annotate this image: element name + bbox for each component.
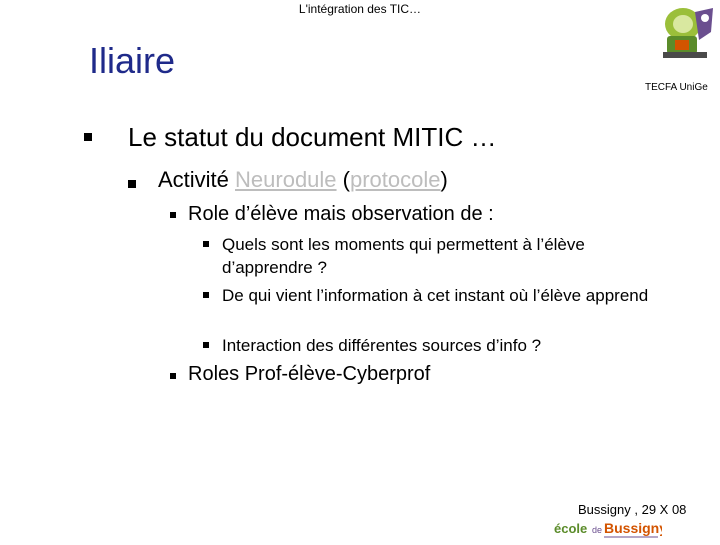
l2-mid: (	[336, 167, 350, 192]
l1-bullet-text: Le statut du document MITIC …	[128, 122, 497, 152]
ecole-bussigny-logo-icon	[552, 516, 662, 540]
bullet-icon	[203, 292, 209, 298]
neurodule-link[interactable]: Neurodule	[235, 167, 337, 192]
bullet-icon	[203, 342, 209, 348]
bullet-icon	[128, 180, 136, 188]
bullet-icon	[170, 212, 176, 218]
protocole-link[interactable]: protocole	[350, 167, 441, 192]
l4-bullet-text: Quels sont les moments qui permettent à l’élève d’apprendre ?	[222, 235, 585, 277]
header-note: L'intégration des TIC…	[298, 2, 422, 16]
l2-prefix: Activité	[158, 167, 236, 192]
bullet-icon	[84, 133, 92, 141]
bullet-icon	[203, 241, 209, 247]
footer-text: Bussigny , 29 X 08	[578, 502, 687, 517]
l4-bullet-text: Interaction des différentes sources d’info ?	[222, 336, 542, 355]
org-label: TECFA UniGe	[645, 82, 708, 93]
slide-title: Iliaire	[89, 40, 176, 81]
tecfa-mascot-logo-icon	[655, 2, 717, 62]
l2-suffix: )	[440, 167, 448, 192]
l3-bullet-text: Role d’élève mais observation de :	[188, 203, 494, 225]
l4-bullet-text: De qui vient l’information à cet instant où l’élève apprend	[222, 286, 649, 305]
svg-text:école: école	[554, 521, 588, 536]
bullet-icon	[170, 373, 176, 379]
l3-bullet-text: Roles Prof-élève-Cyberprof	[188, 363, 431, 385]
svg-text:Bussigny: Bussigny	[604, 520, 662, 536]
l2-bullet-text	[158, 167, 448, 193]
svg-text:de: de	[592, 525, 603, 535]
